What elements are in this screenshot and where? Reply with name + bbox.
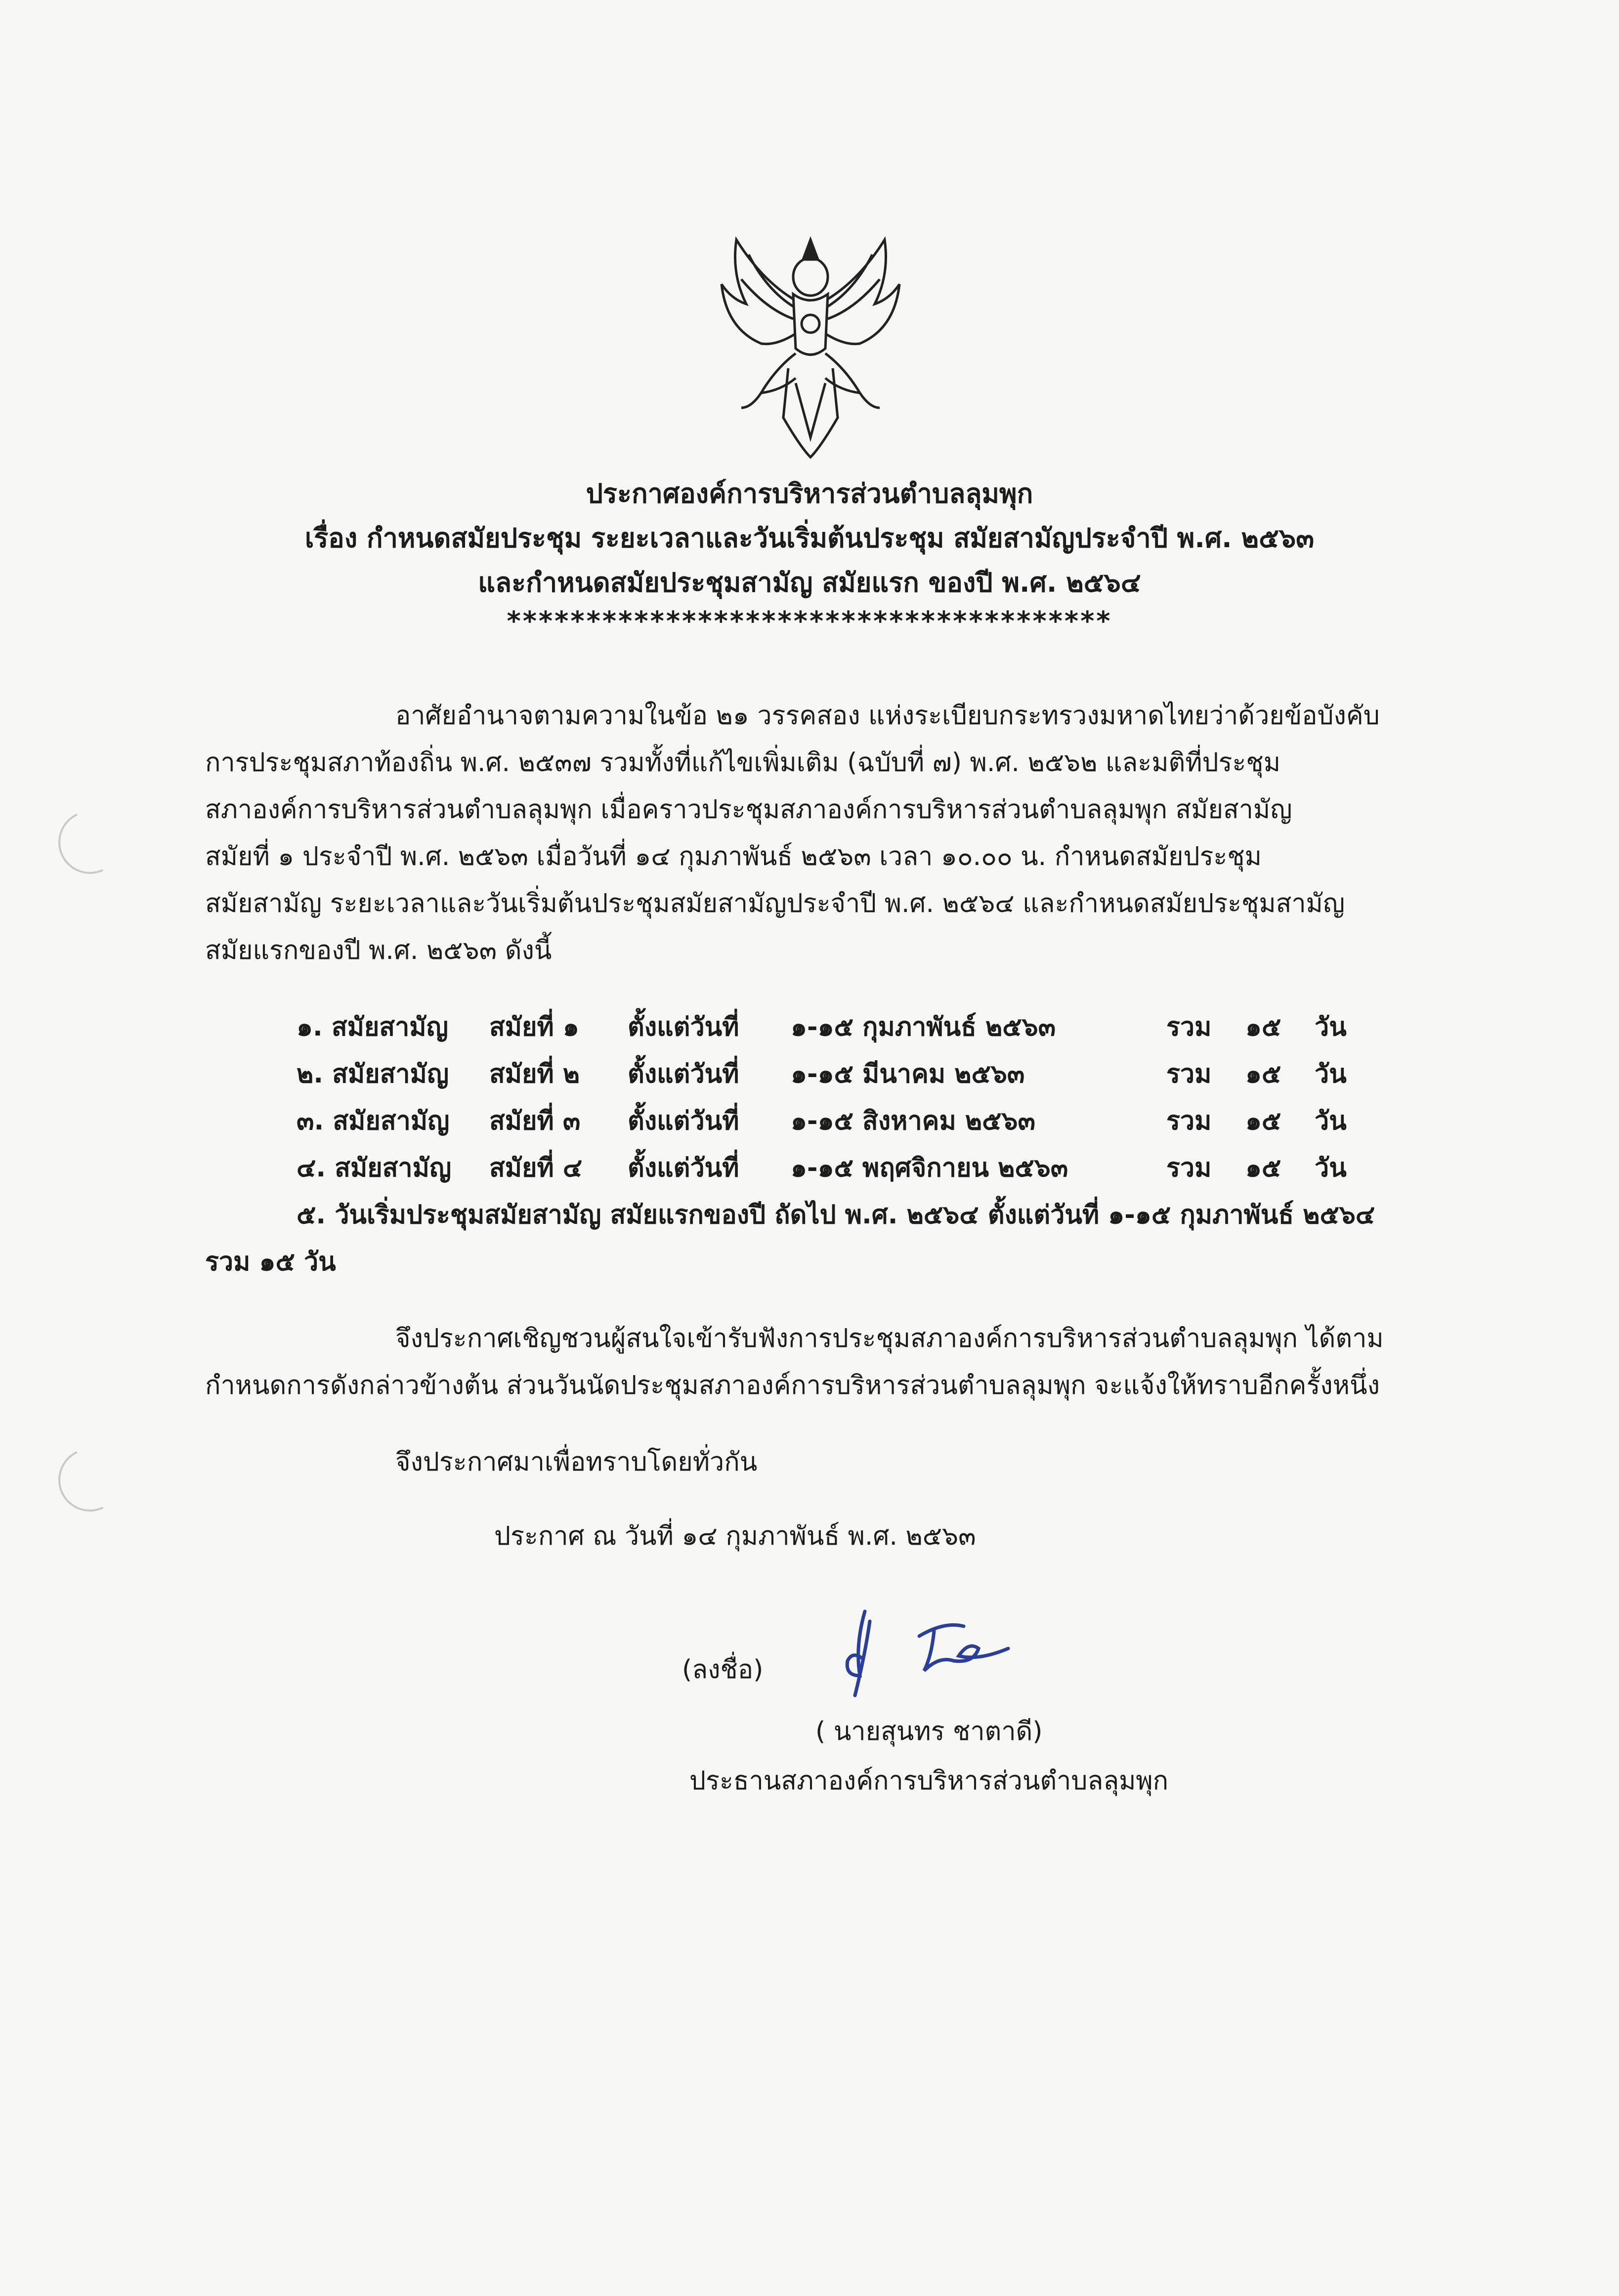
session-from: ตั้งแต่วันที่ — [628, 1012, 739, 1042]
closing-statement: จึงประกาศมาเพื่อทราบโดยทั่วกัน — [395, 1447, 758, 1477]
announcement-title: ประกาศองค์การบริหารส่วนตำบลลุมพุก — [586, 478, 1033, 509]
session-from: ตั้งแต่วันที่ — [628, 1059, 739, 1089]
paragraph-line: สมัยสามัญ ระยะเวลาและวันเริ่มต้นประชุมสมัยสามัญประจำปี พ.ศ. ๒๕๖๔ และกำหนดสมัยประชุมสามัญ — [205, 889, 1345, 918]
session-total-label: รวม — [1166, 1106, 1212, 1136]
session-days: ๑๕ — [1245, 1012, 1281, 1042]
session-total-label: รวม — [1166, 1153, 1212, 1183]
session-total-label: รวม — [1166, 1059, 1212, 1089]
session-days: ๑๕ — [1245, 1106, 1281, 1136]
paragraph-line: อาศัยอำนาจตามความในข้อ ๒๑ วรรคสอง แห่งระเบียบกระทรวงมหาดไทยว่าด้วยข้อบังคับ — [395, 701, 1380, 731]
paragraph-line: สมัยที่ ๑ ประจำปี พ.ศ. ๒๕๖๓ เมื่อวันที่ ๑๔ กุมภาพันธ์ ๒๕๖๓ เวลา ๑๐.๐๐ น. กำหนดสมัยประชุม — [205, 842, 1262, 871]
invitation-line: กำหนดการดังกล่าวข้างต้น ส่วนวันนัดประชุมสภาองค์การบริหารส่วนตำบลลุมพุก จะแจ้งให้ทราบอีกครั้งหนึ่ง — [205, 1371, 1380, 1400]
paragraph-line: สมัยแรกของปี พ.ศ. ๒๕๖๓ ดังนี้ — [205, 936, 552, 965]
signatory-name: ( นายสุนทร ชาตาดี) — [815, 1717, 1043, 1746]
session-number: ๓. สมัยสามัญ — [297, 1106, 450, 1136]
session-label: สมัยที่ ๔ — [489, 1153, 583, 1183]
session-number: ๑. สมัยสามัญ — [297, 1012, 448, 1042]
session-days: ๑๕ — [1245, 1059, 1281, 1089]
session-label: สมัยที่ ๑ — [489, 1012, 579, 1042]
session-date-range: ๑-๑๕ กุมภาพันธ์ ๒๕๖๓ — [791, 1012, 1056, 1042]
paragraph-line: สภาองค์การบริหารส่วนตำบลลุมพุก เมื่อคราวประชุมสภาองค์การบริหารส่วนตำบลลุมพุก สมัยสามัญ — [205, 795, 1292, 824]
handwritten-signature — [835, 1602, 1023, 1700]
announcement-date: ประกาศ ณ วันที่ ๑๔ กุมภาพันธ์ พ.ศ. ๒๕๖๓ — [494, 1521, 976, 1551]
session-date-range: ๑-๑๕ สิงหาคม ๒๕๖๓ — [791, 1106, 1036, 1136]
session-days-unit: วัน — [1315, 1106, 1347, 1136]
paragraph-line: การประชุมสภาท้องถิ่น พ.ศ. ๒๕๓๗ รวมทั้งที่แก้ไขเพิ่มเติม (ฉบับที่ ๗) พ.ศ. ๒๕๖๒ และมติที่ประชุม — [205, 748, 1280, 778]
session-from: ตั้งแต่วันที่ — [628, 1153, 739, 1183]
session-number: ๔. สมัยสามัญ — [297, 1153, 452, 1183]
session-from: ตั้งแต่วันที่ — [628, 1106, 739, 1136]
signed-label: (ลงชื่อ) — [682, 1655, 764, 1685]
session-date-range: ๑-๑๕ พฤศจิกายน ๒๕๖๓ — [791, 1153, 1068, 1183]
session-date-range: ๑-๑๕ มีนาคม ๒๕๖๓ — [791, 1059, 1025, 1089]
session-days-unit: วัน — [1315, 1059, 1347, 1089]
separator-stars: ************************************** — [507, 606, 1112, 637]
session-days-unit: วัน — [1315, 1012, 1347, 1042]
punch-hole-mark — [49, 1439, 130, 1520]
punch-hole-mark — [49, 802, 130, 883]
next-year-session-total: รวม ๑๕ วัน — [205, 1247, 336, 1277]
session-number: ๒. สมัยสามัญ — [297, 1059, 449, 1089]
session-days-unit: วัน — [1315, 1153, 1347, 1183]
next-year-session: ๕. วันเริ่มประชุมสมัยสามัญ สมัยแรกของปี ถัดไป พ.ศ. ๒๕๖๔ ตั้งแต่วันที่ ๑-๑๕ กุมภาพันธ์ ๒๕๖๔ — [297, 1200, 1375, 1230]
session-total-label: รวม — [1166, 1012, 1212, 1042]
announcement-subject-continued: และกำหนดสมัยประชุมสามัญ สมัยแรก ของปี พ.ศ. ๒๕๖๔ — [478, 567, 1141, 598]
announcement-subject: เรื่อง กำหนดสมัยประชุม ระยะเวลาและวันเริ่มต้นประชุม สมัยสามัญประจำปี พ.ศ. ๒๕๖๓ — [304, 522, 1315, 554]
session-label: สมัยที่ ๒ — [489, 1059, 580, 1089]
session-label: สมัยที่ ๓ — [489, 1106, 581, 1136]
session-days: ๑๕ — [1245, 1153, 1281, 1183]
invitation-line: จึงประกาศเชิญชวนผู้สนใจเข้ารับฟังการประชุมสภาองค์การบริหารส่วนตำบลลุมพุก ได้ตาม — [395, 1324, 1384, 1353]
signatory-position: ประธานสภาองค์การบริหารส่วนตำบลลุมพุก — [689, 1766, 1169, 1796]
garuda-emblem-icon — [702, 220, 919, 467]
